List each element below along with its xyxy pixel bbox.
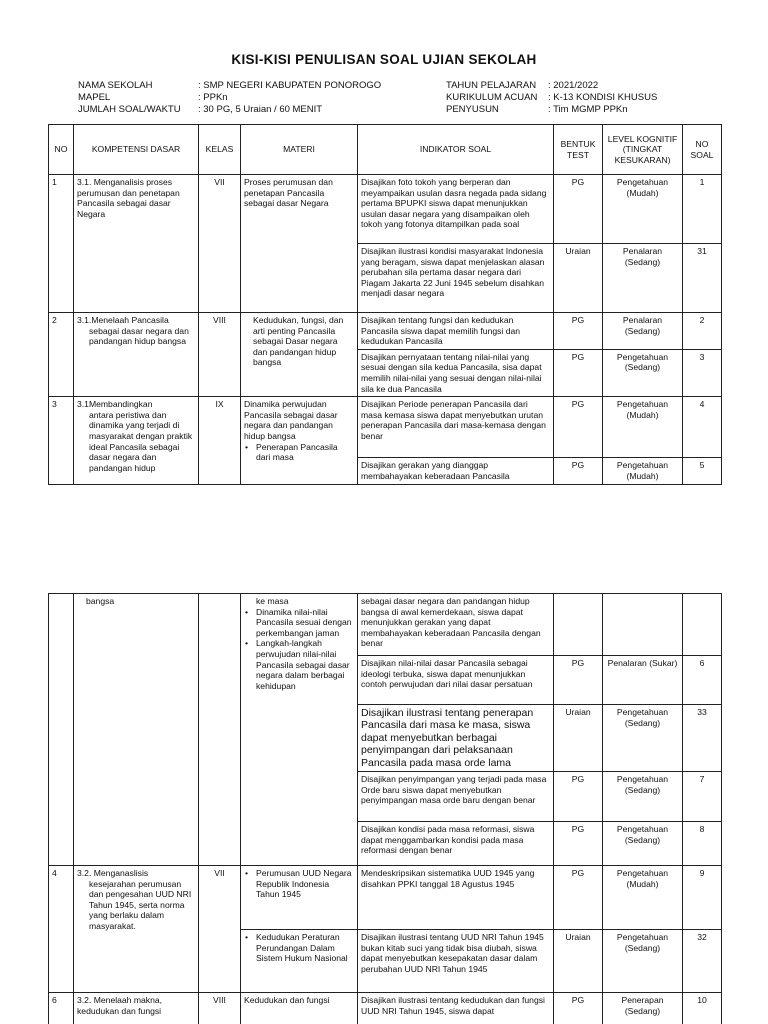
row-kd [74, 313, 199, 397]
row-bentuk: Uraian [554, 930, 603, 993]
row-kelas: VII [199, 866, 241, 993]
row-no-soal: 5 [683, 458, 722, 485]
row-level: Pengetahuan (Sedang) [603, 822, 683, 866]
row-level: Pengetahuan (Mudah) [603, 175, 683, 244]
row-indikator: Disajikan ilustrasi kondisi masyarakat Indonesia yang beragam, siswa dapat menjelaskan alasan perubahan sila pertama dasar negara dari Piagam Jakarta 22 Juni 1945 sebelum disahkan menjadi dasar negara [358, 244, 554, 313]
row-no-soal: 6 [683, 656, 722, 705]
row-level: Pengetahuan (Mudah) [603, 866, 683, 930]
row-materi [241, 594, 358, 866]
header-bentuk: BENTUK TEST [554, 125, 603, 175]
row-bentuk: PG [554, 656, 603, 705]
row-indikator: Disajikan foto tokoh yang berperan dan meyampaikan usulan dasra negada pada sidang pertama BPUPKI siswa dapat menunjukkan usulan dasar negara yang disampaikan oleh tokoh yang fotonya ditampilkan pada soal [358, 175, 554, 244]
header-level: LEVEL KOGNITIF (TINGKAT KESUKARAN) [603, 125, 683, 175]
meta-value-curriculum: : K-13 KONDISI KHUSUS [548, 92, 658, 103]
row-level: Pengetahuan (Sedang) [603, 349, 683, 396]
row-level: Pengetahuan (Sedang) [603, 705, 683, 772]
meta-value-count: : 30 PG, 5 Uraian / 60 MENIT [198, 104, 323, 115]
row-indikator: Disajikan ilustrasi tentang kedudukan dan fungsi UUD NRI Tahun 1945, siswa dapat [358, 993, 554, 1024]
row-kd-rest: sebagai dasar negara dan pandangan hidup bangsa [89, 325, 189, 347]
row-bentuk: PG [554, 175, 603, 244]
row-bentuk: Uraian [554, 705, 603, 772]
row-no-soal: 4 [683, 397, 722, 458]
row-kd-head: 3.2. Menganaslisis [77, 868, 149, 879]
row-indikator: sebagai dasar negara dan pandangan hidup bangsa di awal kemerdekaan, siswa dapat menunjukkan gerakan yang dapat membahayakan keberadaan Pancasila dengan benar [358, 594, 554, 656]
row-materi-bullet: • Perumusan UUD Negara Republik Indonesia Tahun 1945 [244, 868, 354, 900]
row-materi-text: Dinamika perwujudan Pancasila sebagai dasar negara dan pandangan hidup bangsa [244, 399, 338, 441]
row-bentuk: PG [554, 397, 603, 458]
grid-table-page-1 [48, 124, 722, 485]
header-indikator: INDIKATOR SOAL [358, 125, 554, 175]
row-no-soal [683, 594, 722, 656]
row-no-soal: 10 [683, 993, 722, 1024]
row-kd-rest: kesejarahan perumusan dan pengesahan UUD NRI Tahun 1945, serta norma yang berlaku dalam masyarakat. [89, 878, 192, 931]
meta-label-year: TAHUN PELAJARAN [446, 80, 537, 91]
row-indikator: Disajikan pernyataan tentang nilai-nilai yang sesuai dengan sila kedua Pancasila, sisa dapat memilih nilai-nilai yang sesuai dengan nilai-nilai sila ke dua Pancasila [358, 349, 554, 396]
row-no-soal: 33 [683, 705, 722, 772]
row-indikator: Disajikan nilai-nilai dasar Pancasila sebagai ideologi terbuka, siswa dapat menunjukkan contoh perwujudan dari nilai dasar persatuan [358, 656, 554, 705]
header-materi: MATERI [241, 125, 358, 175]
page-title: KISI-KISI PENULISAN SOAL UJIAN SEKOLAH [231, 52, 537, 67]
row-kelas [199, 594, 241, 866]
meta-label-school: NAMA SEKOLAH [78, 80, 153, 91]
row-kd-rest: antara peristiwa dan dinamika yang terjadi di masyarakat dengan praktik ideal Pancasila sebagai dasar negara dan pandangan hidup [89, 409, 193, 473]
row-materi-bullet: • Langkah-langkah perwujudan nilai-nilai Pancasila sebagai dasar negara dalam berbagai kehidupan [244, 638, 354, 691]
row-bentuk: PG [554, 822, 603, 866]
row-level: Penerapan (Sedang) [603, 993, 683, 1024]
row-level: Pengetahuan (Mudah) [603, 458, 683, 485]
row-indikator: Disajikan Periode penerapan Pancasila dari masa kemasa siswa dapat menyebutkan urutan penerapan Pancasila dari masa-kemasa dengan benar [358, 397, 554, 458]
row-indikator: Disajikan gerakan yang dianggap membahayakan keberadaan Pancasila [358, 458, 554, 485]
row-no-soal: 7 [683, 772, 722, 822]
row-kelas: VIII [199, 313, 241, 397]
row-materi-bullet: • Penerapan Pancasila dari masa [244, 442, 354, 463]
row-materi: Kedudukan dan fungsi [241, 993, 358, 1024]
header-kd: KOMPETENSI DASAR [74, 125, 199, 175]
row-no-soal: 2 [683, 313, 722, 350]
row-kd [74, 397, 199, 485]
row-materi: Kedudukan, fungsi, dan arti penting Pancasila sebagai Dasar negara dan pandangan hidup bangsa [241, 313, 358, 397]
meta-value-subject: : PPKn [198, 92, 228, 103]
table-row [49, 313, 722, 350]
row-indikator: Disajikan ilustrasi tentang penerapan Pancasila dari masa ke masa, siswa dapat menyebutkan berbagai penyimpangan dari pelaksanaan Pancasila pada masa orde lama [358, 705, 554, 772]
row-bentuk: PG [554, 866, 603, 930]
row-level: Pengetahuan (Sedang) [603, 772, 683, 822]
table-row [49, 397, 722, 458]
row-indikator: Disajikan penyimpangan yang terjadi pada masa Orde baru siswa dapat menyebutkan penyimpangan masa orde baru dengan benar [358, 772, 554, 822]
meta-label-author: PENYUSUN [446, 104, 499, 115]
header-no: NO [49, 125, 74, 175]
meta-label-count: JUMLAH SOAL/WAKTU [78, 104, 181, 115]
row-kelas: IX [199, 397, 241, 485]
grid-table-page-2 [48, 593, 722, 1024]
row-kd: bangsa [74, 594, 199, 866]
row-materi: Proses perumusan dan penetapan Pancasila sebagai dasar Negara [241, 175, 358, 313]
row-no: 4 [49, 866, 74, 993]
row-kd-head: 3.1Membandingkan [77, 399, 153, 410]
meta-value-school: : SMP NEGERI KABUPATEN PONOROGO [198, 80, 382, 91]
row-materi-bullet: • Dinamika nilai-nilai Pancasila sesuai dengan perkembangan jaman [244, 607, 354, 639]
row-bentuk: PG [554, 993, 603, 1024]
row-indikator: Disajikan kondisi pada masa reformasi, siswa dapat menggambarkan kondisi pada masa reformasi dengan benar [358, 822, 554, 866]
row-bentuk: PG [554, 458, 603, 485]
row-materi [241, 930, 358, 993]
row-materi [241, 866, 358, 930]
row-no: 6 [49, 993, 74, 1024]
row-kd: 3.2. Menelaah makna, kedudukan dan fungsi [74, 993, 199, 1024]
row-bentuk [554, 594, 603, 656]
meta-label-curriculum: KURIKULUM ACUAN [446, 92, 538, 103]
row-no: 2 [49, 313, 74, 397]
document-meta [78, 80, 708, 116]
row-kd-head: 3.1.Menelaah Pancasila [77, 315, 169, 325]
row-level: Penalaran (Sedang) [603, 244, 683, 313]
meta-value-year: : 2021/2022 [548, 80, 599, 91]
meta-label-subject: MAPEL [78, 92, 111, 103]
row-indikator: Disajikan tentang fungsi dan kedudukan Pancasila siswa dapat memilih fungsi dan kedudukan Pancasila [358, 313, 554, 350]
row-bentuk: PG [554, 772, 603, 822]
row-kelas: VII [199, 175, 241, 313]
row-kelas: VIII [199, 993, 241, 1024]
row-level [603, 594, 683, 656]
row-level: Pengetahuan (Sedang) [603, 930, 683, 993]
row-materi-top: ke masa [256, 596, 289, 606]
row-indikator: Mendeskripsikan sistematika UUD 1945 yang disahkan PPKI tanggal 18 Agustus 1945 [358, 866, 554, 930]
row-kd: 3.1. Menganalisis proses perumusan dan penetapan Pancasila sebagai dasar Negara [74, 175, 199, 313]
table-row [49, 594, 722, 656]
row-bentuk: Uraian [554, 244, 603, 313]
row-no [49, 594, 74, 866]
row-bentuk: PG [554, 349, 603, 396]
table-row [49, 175, 722, 244]
row-level: Penalaran (Sedang) [603, 313, 683, 350]
table-row [49, 866, 722, 930]
row-materi-bullet: • Kedudukan Peraturan Perundangan Dalam Sistem Hukum Nasional [244, 932, 354, 964]
header-no-soal: NO SOAL [683, 125, 722, 175]
row-no-soal: 8 [683, 822, 722, 866]
row-level: Penalaran (Sukar) [603, 656, 683, 705]
header-kelas: KELAS [199, 125, 241, 175]
row-kd [74, 866, 199, 993]
row-level: Pengetahuan (Mudah) [603, 397, 683, 458]
row-no: 1 [49, 175, 74, 313]
row-no-soal: 9 [683, 866, 722, 930]
table-row [49, 993, 722, 1024]
row-no: 3 [49, 397, 74, 485]
row-no-soal: 3 [683, 349, 722, 396]
row-materi [241, 397, 358, 485]
row-indikator: Disajikan ilustrasi tentang UUD NRI Tahun 1945 bukan kitab suci yang tidak bisa diubah, siswa dapat menyebutkan kesepakatan dasar dalam perubahan UUD NRI Tahun 1945 [358, 930, 554, 993]
row-no-soal: 32 [683, 930, 722, 993]
meta-value-author: : Tim MGMP PPKn [548, 104, 628, 115]
row-no-soal: 31 [683, 244, 722, 313]
header-row [49, 125, 722, 175]
row-no-soal: 1 [683, 175, 722, 244]
row-bentuk: PG [554, 313, 603, 350]
